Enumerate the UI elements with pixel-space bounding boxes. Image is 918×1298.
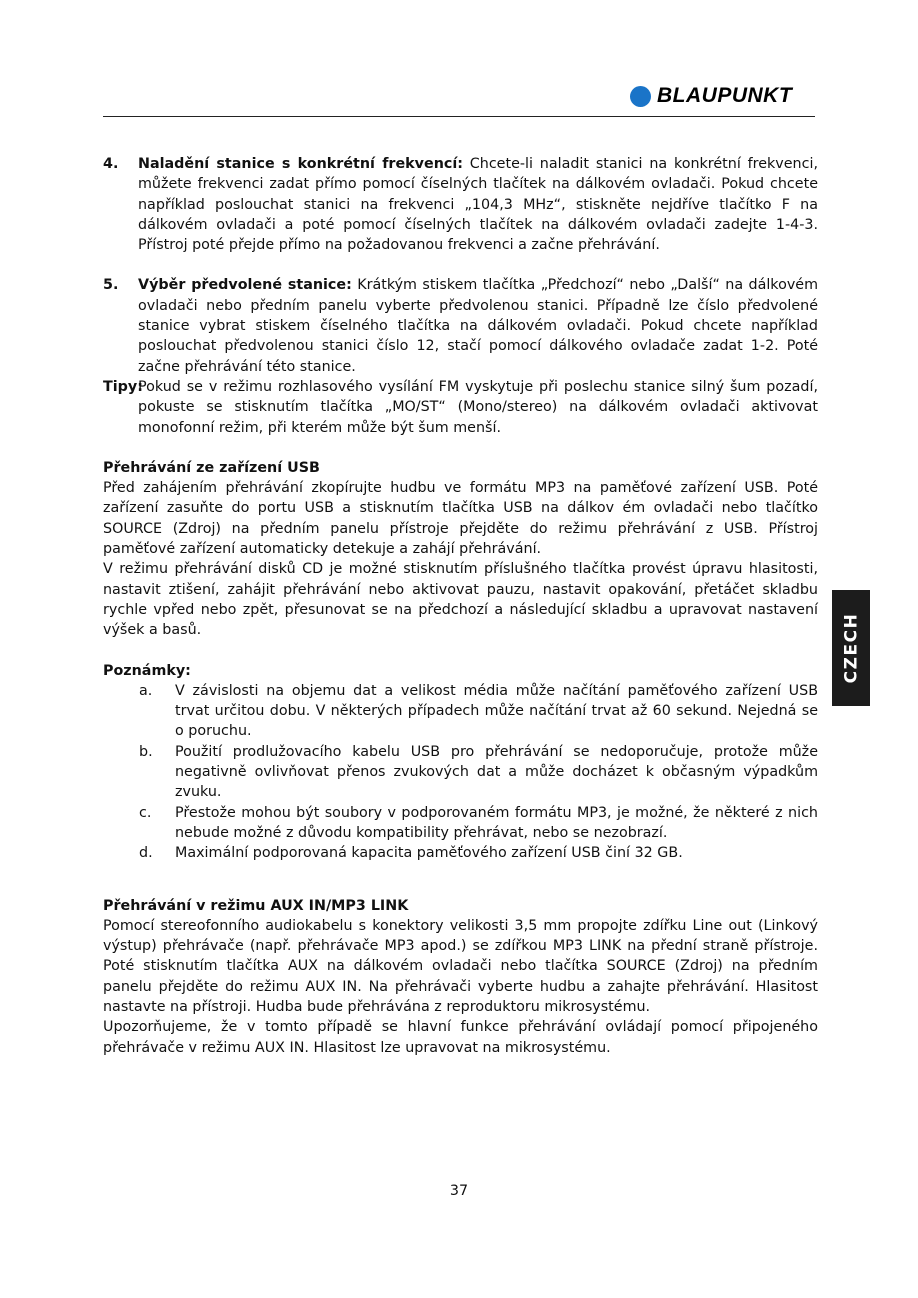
tips-block — [103, 377, 818, 438]
usb-paragraph-1: Před zahájením přehrávání zkopírujte hudbu ve formátu MP3 na paměťové zařízení USB. Poté zařízení zasuňte do portu USB a stisknutím tlačítka USB na dálkov ém ovladači nebo tlačítko SOURCE (Zdroj) na předním panelu přístroje přejděte do režimu přehrávání z USB. Přístroj paměťové zařízení automaticky detekuje a zahájí přehrávání. — [103, 480, 818, 558]
numbered-item-4 — [103, 154, 818, 255]
note-letter: a. — [139, 682, 153, 699]
note-item-d — [103, 843, 818, 863]
brand-name: BLAUPUNKT — [657, 84, 793, 107]
notes-heading: Poznámky: — [103, 662, 191, 679]
note-text: Maximální podporovaná kapacita paměťového zařízení USB činí 32 GB. — [175, 845, 683, 862]
tips-label: Tipy: — [103, 378, 143, 395]
item-number: 5. — [103, 277, 119, 294]
item-title: Naladění stanice s konkrétní frekvencí: — [138, 156, 463, 172]
aux-paragraph-1: Pomocí stereofonního audiokabelu s konektory velikosti 3,5 mm propojte zdířku Line out (Linkový výstup) přehrávače (např. přehrávače MP3 apod.) se zdířkou MP3 LINK na přední straně přístroje. Poté stisknutím tlačítka AUX na dálkovém ovladači nebo tlačítka SOURCE (Zdroj) na předním panelu přejděte do režimu AUX IN. Na přehrávači vyberte hudbu a zahajte přehrávání. Hlasitost nastavte na přístroji. Hudba bude přehrávána z reproduktoru mikrosystému. — [103, 917, 818, 1015]
brand-logo — [630, 84, 792, 108]
header-divider — [103, 116, 815, 117]
note-text: V závislosti na objemu dat a velikost média může načítání paměťového zařízení USB trvat určitou dobu. V některých případech může načítání trvat až 60 sekund. Nejedná se o poruchu. — [175, 682, 818, 740]
page-number: 37 — [449, 1183, 469, 1199]
language-tab — [832, 590, 870, 706]
page-content — [103, 154, 818, 1058]
note-text: Přestože mohou být soubory v podporovaném formátu MP3, je možné, že některé z nich nebude možné z důvodu kompatibility přehrávat, nebo se nezobrazí. — [175, 804, 818, 841]
usb-paragraph-2: V režimu přehrávání disků CD je možné stisknutím příslušného tlačítka provést úpravu hlasitosti, nastavit ztišení, zahájit přehrávání nebo aktivovat pauzu, nastavit opakování, přetáčet skladbu rychle vpřed nebo zpět, přesunovat se na předchozí a následující skladbu a upravovat nastavení výšek a basů. — [103, 561, 818, 639]
numbered-item-5 — [103, 275, 818, 376]
item-number: 4. — [103, 156, 119, 172]
aux-heading: Přehrávání v režimu AUX IN/MP3 LINK — [103, 897, 409, 914]
item-text: Chcete-li naladit stanici na konkrétní frekvenci, můžete frekvenci zadat přímo pomocí číselných tlačítek na dálkovém ovladači. Pokud chcete například poslouchat stanici na frekvenci „104,3 MHz“, stiskněte nejdříve tlačítko F na dálkovém ovladači a poté pomocí číselných tlačítek na dálkovém ovladači zadejte 1-4-3. Přístroj poté přejde přímo na požadovanou frekvenci a začne přehrávání. — [138, 156, 818, 254]
item-title: Výběr předvolené stanice: — [138, 277, 352, 294]
item-text: Krátkým stiskem tlačítka „Předchozí“ nebo „Další“ na dálkovém ovladači nebo předním panelu vyberte předvolenou stanici. Případně lze číslo předvolené stanice vybrat stiskem číselného tlačítka na dálkovém ovladači. Pokud chcete například poslouchat předvolenou stanici číslo 12, stačí pomocí dálkového ovladače zadat 1-2. Poté začne přehrávání této stanice. — [138, 277, 818, 375]
language-tab-label: CZECH — [841, 612, 861, 684]
note-letter: b. — [139, 743, 153, 760]
note-item-c — [103, 803, 818, 844]
tips-text: Pokud se v režimu rozhlasového vysílání FM vyskytuje při poslechu stanice silný šum pozadí, pokuste se stisknutím tlačítka „MO/ST“ (Mono/stereo) na dálkovém ovladači aktivovat monofonní režim, při kterém může být šum menší. — [138, 378, 818, 436]
logo-dot-icon — [630, 86, 651, 107]
note-letter: d. — [139, 845, 153, 862]
note-text: Použití prodlužovacího kabelu USB pro přehrávání se nedoporučuje, protože může negativně ovlivňovat přenos zvukových dat a může docházet k občasným výpadkům zvuku. — [175, 743, 818, 801]
aux-paragraph-2: Upozorňujeme, že v tomto případě se hlavní funkce přehrávání ovládají pomocí připojeného přehrávače v režimu AUX IN. Hlasitost lze upravovat na mikrosystému. — [103, 1019, 818, 1056]
note-letter: c. — [139, 804, 152, 821]
note-item-b — [103, 742, 818, 803]
usb-heading: Přehrávání ze zařízení USB — [103, 459, 320, 476]
note-item-a — [103, 681, 818, 742]
